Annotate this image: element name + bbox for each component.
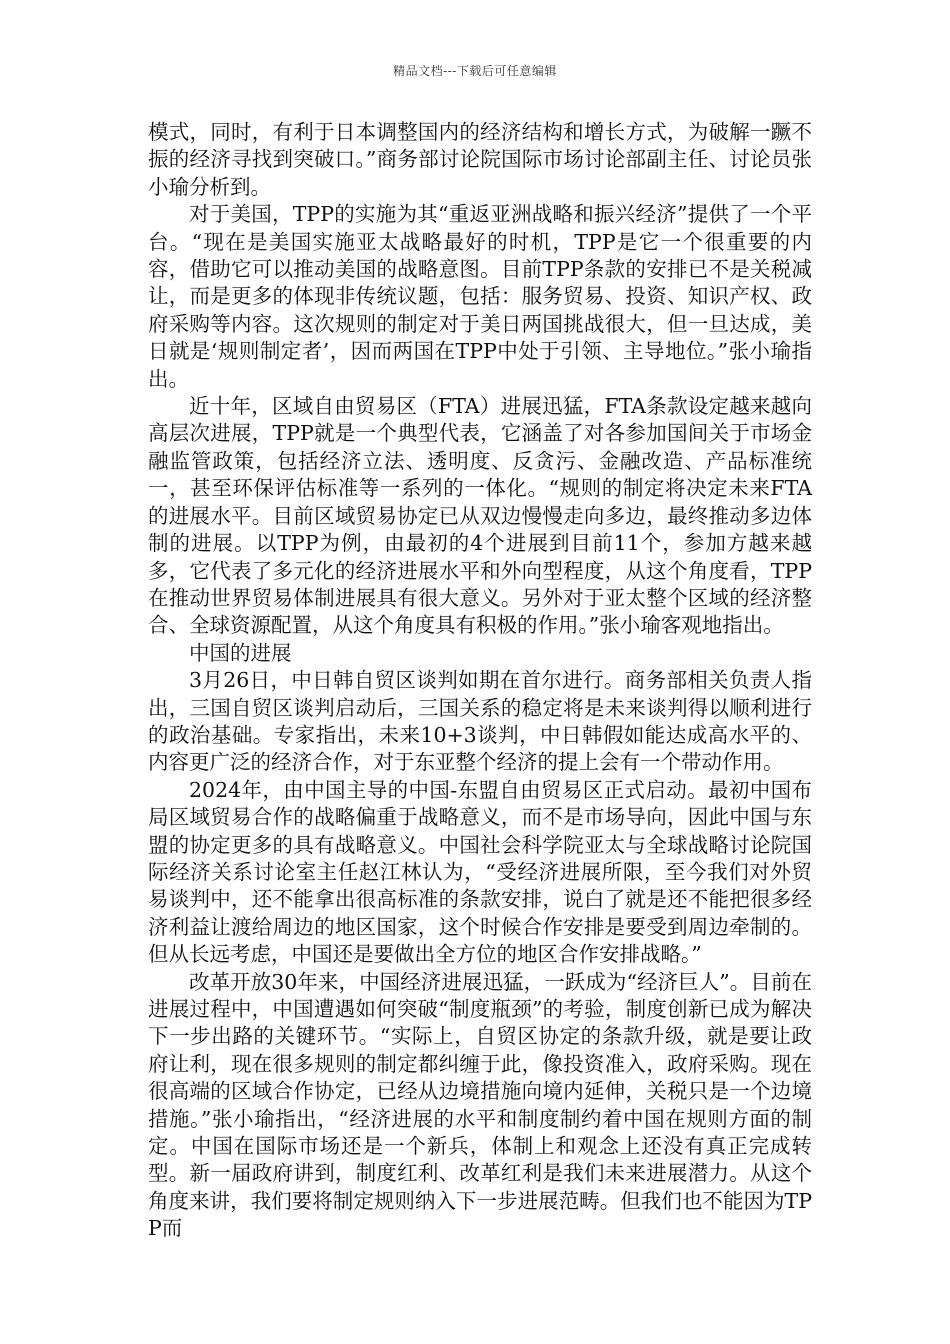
paragraph-japan-analysis: 模式，同时，有利于日本调整国内的经济结构和增长方式，为破解一蹶不振的经济寻找到突破口。”商务部讨论院国际市场讨论部副主任、讨论员张小瑜分析到。: [148, 120, 812, 199]
paragraph-fta-progress: 近十年，区域自由贸易区（FTA）进展迅猛，FTA条款设定越来越向高层次进展，TPP就是一个典型代表，它涵盖了对各参加国间关于市场金融监管政策，包括经济立法、透明度、反贪污、金融改造、产品标准统一，甚至环保评估标准等一系列的一体化。“规则的制定将决定未来FTA的进展水平。目前区域贸易协定已从双边慢慢走向多边，最终推动多边体制的进展。以TPP为例，由最初的4个进展到目前11个，参加方越来越多，它代表了多元化的经济进展水平和外向型程度，从这个角度看，TPP在推动世界贸易体制进展具有很大意义。另外对于亚太整个区域的经济整合、全球资源配置，从这个角度具有积极的作用。”张小瑜客观地指出。: [148, 394, 812, 638]
paragraph-china-asean: 2024年，由中国主导的中国-东盟自由贸易区正式启动。最初中国布局区域贸易合作的战略偏重于战略意义，而不是市场导向，因此中国与东盟的协定更多的具有战略意义。中国社会科学院亚太与全球战略讨论院国际经济关系讨论室主任赵江林认为，“受经济进展所限，至今我们对外贸易谈判中，还不能拿出很高标准的条款安排，说白了就是还不能把很多经济利益让渡给周边的地区国家，这个时候合作安排是要受到周边牵制的。但从长远考虑，中国还是要做出全方位的地区合作安排战略。”: [148, 777, 812, 967]
document-body: [148, 119, 812, 1243]
page-header: 精品文档---下载后可任意编辑: [393, 64, 557, 78]
section-heading-china: 中国的进展: [189, 640, 292, 665]
paragraph-cjk-fta: 3月26日，中日韩自贸区谈判如期在首尔进行。商务部相关负责人指出，三国自贸区谈判启动后，三国关系的稳定将是未来谈判得以顺利进行的政治基础。专家指出，未来10+3谈判，中日韩假如能达成高水平的、内容更广泛的经济合作，对于东亚整个经济的提上会有一个带动作用。: [148, 668, 812, 775]
paragraph-usa-tpp: 对于美国，TPP的实施为其“重返亚洲战略和振兴经济”提供了一个平台。“现在是美国实施亚太战略最好的时机，TPP是它一个很重要的内容，借助它可以推动美国的战略意图。目前TPP条款的安排已不是关税减让，而是更多的体现非传统议题，包括：服务贸易、投资、知识产权、政府采购等内容。这次规则的制定对于美日两国挑战很大，但一旦达成，美日就是‘规则制定者’，因而两国在TPP中处于引领、主导地位。”张小瑜指出。: [148, 202, 812, 391]
paragraph-reform-opening: 改革开放30年来，中国经济进展迅猛，一跃成为“经济巨人”。目前在进展过程中，中国遭遇如何突破“制度瓶颈”的考验，制度创新已成为解决下一步出路的关键环节。“实际上，自贸区协定的条款升级，就是要让政府让利，现在很多规则的制定都纠缠于此，像投资准入，政府采购。现在很高端的区域合作协定，已经从边境措施向境内延伸，关税只是一个边境措施。”张小瑜指出，“经济进展的水平和制度制约着中国在规则方面的制定。中国在国际市场还是一个新兵，体制上和观念上还没有真正完成转型。新一届政府讲到，制度红利、改革红利是我们未来进展潜力。从这个角度来讲，我们要将制定规则纳入下一步进展范畴。但我们也不能因为TPP而: [148, 969, 812, 1241]
